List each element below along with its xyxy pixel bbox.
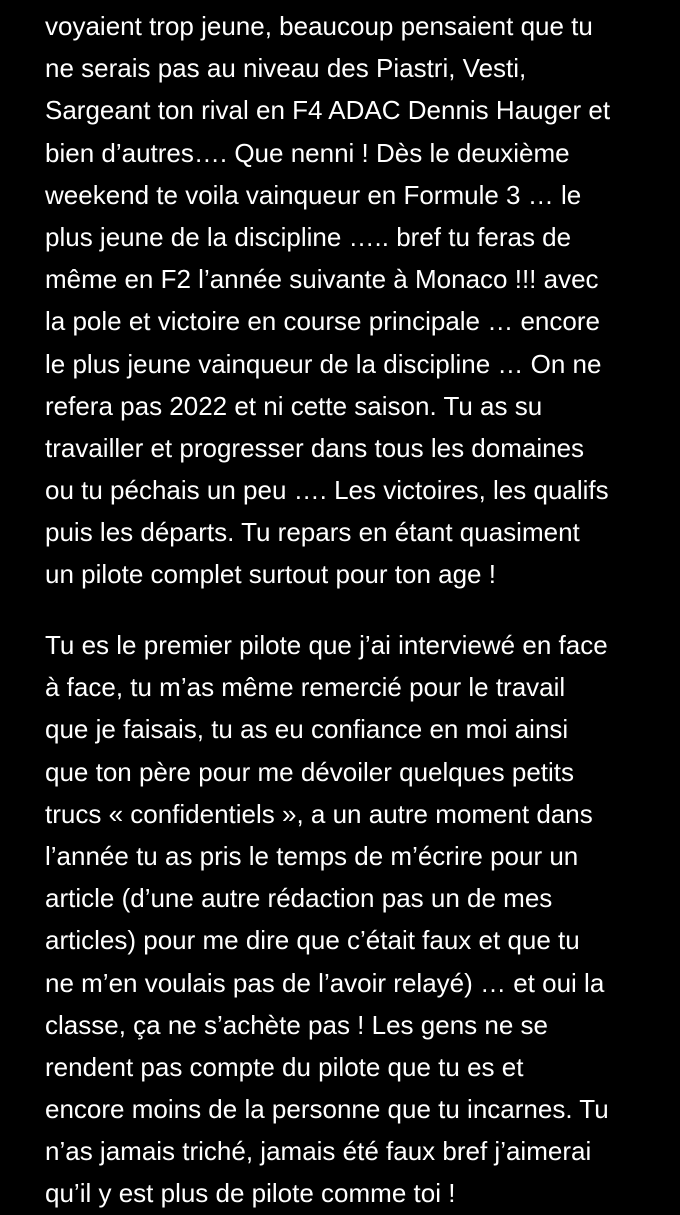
text-line: la pole et victoire en course principale … encore [45,306,600,337]
paragraph-1 [45,5,610,596]
text-line: encore moins de la personne que tu incarnes. Tu [45,1094,609,1125]
text-line: un pilote complet surtout pour ton age ! [45,559,496,590]
paragraph-2 [45,624,609,1215]
text-line: voyaient trop jeune, beaucoup pensaient que tu [45,11,593,41]
text-line: n’as jamais triché, jamais été faux bref j’aimerai [45,1136,592,1167]
text-line: ne serais pas au niveau des Piastri, Vesti, [45,53,527,84]
text-line: même en F2 l’année suivante à Monaco !!! avec [45,264,599,295]
text-line: le plus jeune vainqueur de la discipline … On ne [45,348,602,379]
text-line: que ton père pour me dévoiler quelques petits [45,756,575,787]
text-line: articles) pour me dire que c’était faux et que tu [45,925,580,956]
text-line: Tu es le premier pilote que j’ai interviewé en face [45,630,608,660]
text-line: travailler et progresser dans tous les domaines [45,432,585,463]
text-line: qu’il y est plus de pilote comme toi ! [45,1178,456,1209]
text-line: puis les départs. Tu repars en étant quasiment [45,517,580,548]
text-line: bien d’autres…. Que nenni ! Dès le deuxième [45,137,570,168]
text-line: l’année tu as pris le temps de m’écrire pour un [45,840,579,871]
text-line: à face, tu m’as même remercié pour le travail [45,672,566,703]
text-line: Sargeant ton rival en F4 ADAC Dennis Hauger et [45,95,611,126]
text-line: classe, ça ne s’achète pas ! Les gens ne se [45,1009,548,1040]
text-line: trucs « confidentiels », a un autre moment dans [45,798,593,829]
text-line: refera pas 2022 et ni cette saison. Tu as su [45,390,543,421]
text-line: plus jeune de la discipline ….. bref tu feras de [45,221,572,252]
text-line: weekend te voila vainqueur en Formule 3 … le [45,179,582,210]
text-line: rendent pas compte du pilote que tu es et [45,1051,524,1082]
text-line: article (d’une autre rédaction pas un de mes [45,883,553,914]
text-line: que je faisais, tu as eu confiance en moi ainsi [45,714,569,745]
text-line: ou tu péchais un peu …. Les victoires, les qualifs [45,475,609,506]
text-line: ne m’en voulais pas de l’avoir relayé) … et oui la [45,967,605,998]
